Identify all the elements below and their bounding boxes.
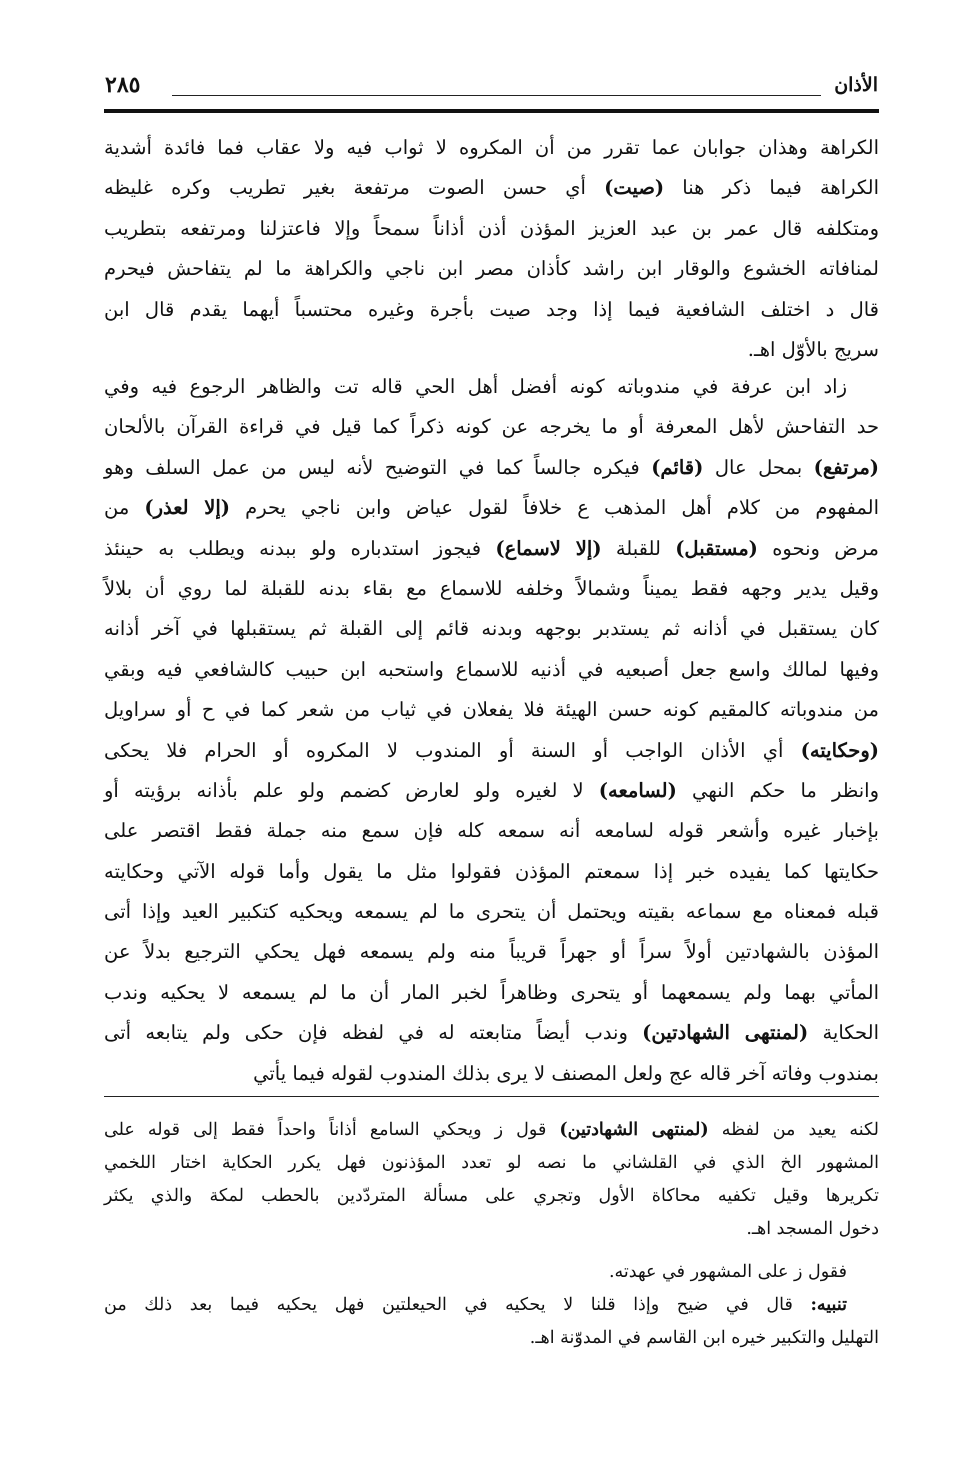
text-run: فيجوز استدباره ولو ببدنه ويطلب به حينئذ bbox=[104, 536, 496, 560]
text-line bbox=[104, 1114, 879, 1147]
text-run: لمنافاته الخشوع والوقار ابن راشد كأذان مصر ابن ناجي والكراهة ما لم يتفاحش فيحرم bbox=[104, 257, 879, 281]
text-run: قول ز ويحكي السامع أذاناً واحداً فقط إلى قوله على bbox=[104, 1120, 560, 1140]
bold-term: (وحكايته) bbox=[800, 738, 879, 762]
text-line bbox=[104, 367, 879, 407]
bold-term: (إلا لاسماع) bbox=[495, 536, 602, 560]
footnote-1 bbox=[104, 1114, 879, 1246]
text-run: الكراهة فيما ذكر هنا bbox=[664, 176, 879, 200]
text-run: قبله فمعناه مع سماعه بقيته ويحتمل أن يتحرى ما لم يسمعه ويحكيه كتكبير العيد وإذا أتى bbox=[104, 900, 879, 924]
text-line bbox=[104, 1180, 879, 1213]
text-run: التهليل والتكبير خيره ابن القاسم في المدوّنة اهـ. bbox=[529, 1328, 879, 1348]
header-divider bbox=[172, 95, 821, 96]
text-line bbox=[104, 448, 879, 488]
text-run: سريج بالأوّل اهـ. bbox=[747, 337, 879, 361]
text-line bbox=[104, 690, 879, 730]
header-rule bbox=[104, 109, 879, 113]
text-line bbox=[104, 330, 879, 370]
text-run: وفيها لمالك واسع جعل أصبعيه في أذنيه للاسماع واستحبه ابن حبيب كالشافعي فيه وبقي bbox=[104, 657, 879, 681]
text-run: من مندوباته كالمقيم كونه حسن الهيئة فلا يفعلان في ثياب من شعر كما في ح أو سراويل bbox=[104, 698, 879, 722]
bold-term: (مستقبل) bbox=[675, 536, 758, 560]
text-line bbox=[104, 1256, 879, 1289]
text-line bbox=[104, 852, 879, 892]
text-line bbox=[104, 488, 879, 528]
text-run: مرض ونحوه bbox=[757, 536, 879, 560]
text-run: حد التفاحش لأهل المعرفة أو ما يخرجه عن كونه ذكراً كما قيل في قراءة القرآن بالألحان bbox=[104, 415, 879, 439]
text-run: بمحل عال bbox=[703, 455, 814, 479]
text-line bbox=[104, 892, 879, 932]
text-run: المشهور الخ الذي في القلشاني ما نصه لو تعدد المؤذنون فهل يكرر الحكاية اختار اللخمي bbox=[104, 1153, 879, 1173]
text-run: المفهوم من كلام أهل المذهب ع خلافاً لقول عياض وابن ناجي يحرم bbox=[230, 496, 879, 520]
text-run: لا لغيره ولو لعارض كضمم ولو علم بأذانه برؤيته أو bbox=[104, 778, 599, 802]
text-line bbox=[104, 1289, 879, 1322]
text-line bbox=[104, 731, 879, 771]
text-run: المأتي بهما ولم يسمعهما أو يتحرى وظاهراً لخبر المار أن ما لم يسمعه لا يحكيه وندب bbox=[104, 980, 879, 1004]
text-run: فقول ز على المشهور في عهدته. bbox=[608, 1262, 847, 1282]
paragraph-1 bbox=[104, 128, 879, 370]
text-run: فيكره جالساً كما في التوضيح لأنه ليس من عمل السلف وهو bbox=[104, 455, 652, 479]
text-run: تكريرها وقيل تكفيه محاكاة الأول وتجري على مسألة المتردّدين بالحطب لمكة والذي يكثر bbox=[104, 1186, 879, 1206]
text-run: من bbox=[104, 496, 145, 520]
text-run: زاد ابن عرفة في مندوباته كونه أفضل أهل الحي قاله تت والظاهر الرجوع فيه وفي bbox=[104, 375, 847, 398]
text-run: بمندوب وفاته آخر قاله عج ولعل المصنف لا يرى بذلك المندوب لقوله فيما يأتي bbox=[253, 1061, 879, 1085]
bold-term: (لمنتهى الشهادتين) bbox=[559, 1120, 709, 1140]
text-run: وقيل يدير وجهه فقط يميناً وشمالاً وخلفه للاسماع مع بقاء بدنه للقبلة لما روي أن بلالاً bbox=[104, 576, 879, 600]
text-line bbox=[104, 1013, 879, 1053]
bold-term: (إلا لعذر) bbox=[144, 496, 231, 520]
text-line bbox=[104, 569, 879, 609]
text-run: قال د اختلف الشافعية فيما إذا وجد صيت بأجرة وغيره محتسباً أيهما يقدم قال ابن bbox=[104, 297, 879, 321]
text-run: أي الأذان الواجب أو السنة أو المندوب لا المكروه أو الحرام فلا يحكى bbox=[104, 738, 801, 762]
text-run: دخول المسجد اهـ. bbox=[746, 1219, 879, 1239]
text-line bbox=[104, 290, 879, 330]
text-line bbox=[104, 1322, 879, 1355]
bold-term: تنبيه: bbox=[810, 1295, 847, 1315]
text-line bbox=[104, 407, 879, 447]
chapter-title: الأذان bbox=[834, 74, 878, 96]
text-line bbox=[104, 973, 879, 1013]
text-line bbox=[104, 1054, 879, 1094]
text-line bbox=[104, 249, 879, 289]
page-number: ٢٨٥ bbox=[105, 72, 141, 98]
text-line bbox=[104, 1147, 879, 1180]
bold-term: (مرتفع) bbox=[813, 455, 879, 479]
bold-term: (لمنتهى الشهادتين) bbox=[642, 1021, 809, 1045]
text-line bbox=[104, 1213, 879, 1246]
text-line bbox=[104, 128, 879, 168]
text-line bbox=[104, 771, 879, 811]
text-run: وندب أيضاً متابعته له في لفظه فإن حكى ولم يتابعه أتى bbox=[104, 1021, 643, 1045]
text-run: قال في ضيح وإذا قلنا لا يحكيه في الحيعلتين فهل يحكيه فيما بعد ذلك من bbox=[104, 1295, 811, 1315]
bold-term: (قائم) bbox=[651, 455, 704, 479]
text-run: وانظر ما حكم النهي bbox=[676, 778, 880, 802]
text-line bbox=[104, 811, 879, 851]
text-run: للقبلة bbox=[601, 536, 676, 560]
text-line bbox=[104, 650, 879, 690]
text-run: الكراهة وهذان جوابان عما تقرر من أن المكروه لا ثواب فيه ولا عقاب فما فائدة أشدية bbox=[104, 136, 879, 159]
footnote-separator bbox=[104, 1096, 879, 1097]
text-line bbox=[104, 932, 879, 972]
text-run: كان يستقبل في أذانه ثم يستدبر بوجهه وبدنه قائم إلى القبلة ثم يستقبلها في آخر أذانه bbox=[104, 617, 879, 641]
bold-term: (صيت) bbox=[604, 176, 665, 200]
text-run: الحكاية bbox=[808, 1021, 879, 1045]
text-run: حكايتها كما يفيده خبر إذا سمعتم المؤذن فقولوا مثل ما يقول وأما قوله الآتي وحكايته bbox=[104, 859, 879, 883]
text-line bbox=[104, 209, 879, 249]
text-run: لكنه يعيد من لفظه bbox=[708, 1120, 879, 1140]
text-run: بإخبار غيره وأشعر قوله لسامعه أنه سمعه كله فإن سمع منه جملة فقط اقتصر على bbox=[104, 819, 879, 843]
bold-term: (لسامعه) bbox=[598, 778, 677, 802]
text-run: ومتكلفه قال عمر بن عبد العزيز المؤذن أذن أذاناً سمحاً وإلا فاعتزلنا ومرتفعه بتطريب bbox=[104, 216, 879, 240]
paragraph-2 bbox=[104, 367, 879, 1094]
footnote-2 bbox=[104, 1256, 879, 1355]
text-line bbox=[104, 168, 879, 208]
text-line bbox=[104, 609, 879, 649]
text-run: أي حسن الصوت مرتفعة بغير تطريب وكره غليظه bbox=[104, 176, 605, 200]
text-line bbox=[104, 529, 879, 569]
text-run: المؤذن بالشهادتين أولاً سراً أو جهراً قريباً منه ولم يسمعه فهل يحكي الترجيع بدلاً عن bbox=[104, 940, 879, 964]
